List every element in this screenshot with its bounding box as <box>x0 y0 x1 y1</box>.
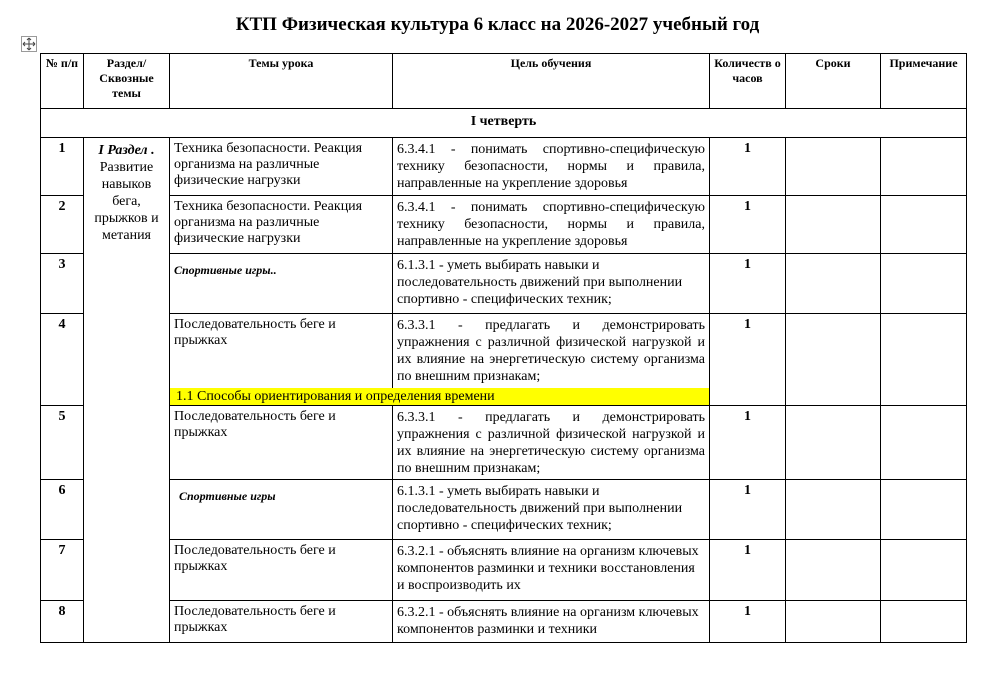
lesson-topic: Последовательность беге и прыжках <box>170 406 393 480</box>
header-note: Примечание <box>881 54 967 109</box>
note-cell[interactable] <box>881 138 967 196</box>
lesson-topic: Последовательность беге и прыжках <box>170 601 393 643</box>
lesson-topic: Последовательность беге и прыжках <box>170 540 393 601</box>
section-text: Развитие навыков бега, прыжков и метания <box>94 160 159 243</box>
section-cell <box>84 138 170 643</box>
learning-goal: 6.3.3.1 - предлагать и демонстрировать упражнения с различной физической нагрузкой и их влияние на энергетическую систему организма по внешним признакам; <box>393 314 710 388</box>
dates-cell[interactable] <box>786 601 881 643</box>
header-topic: Темы урока <box>170 54 393 109</box>
ktp-table <box>40 53 967 643</box>
row-number: 3 <box>41 254 84 314</box>
note-cell[interactable] <box>881 406 967 480</box>
hours-count: 1 <box>710 314 786 406</box>
note-cell[interactable] <box>881 540 967 601</box>
header-dates: Сроки <box>786 54 881 109</box>
learning-goal: 6.3.2.1 - объяснять влияние на организм ключевых компонентов разминки и техники восстановления и воспроизводить их <box>393 540 710 601</box>
move-arrows-icon <box>22 37 36 51</box>
learning-goal: 6.3.2.1 - объяснять влияние на организм ключевых компонентов разминки и техники <box>393 601 710 643</box>
header-num: № п/п <box>41 54 84 109</box>
learning-goal: 6.3.4.1 - понимать спортивно-специфическую технику безопасности, нормы и правила, направленные на укрепление здоровья <box>393 138 710 196</box>
table-row <box>41 196 967 254</box>
row-number: 8 <box>41 601 84 643</box>
row-number: 6 <box>41 480 84 540</box>
row-number: 5 <box>41 406 84 480</box>
document-title: КТП Физическая культура 6 класс на 2026-2027 учебный год <box>235 14 760 35</box>
header-section: Раздел/ Сквозные темы <box>84 54 170 109</box>
dates-cell[interactable] <box>786 314 881 406</box>
note-cell[interactable] <box>881 480 967 540</box>
lesson-topic: Спортивные игры <box>170 480 393 540</box>
quarter-label: I четверть <box>41 109 967 138</box>
table-header-row <box>41 54 967 109</box>
note-cell[interactable] <box>881 314 967 406</box>
row-number: 2 <box>41 196 84 254</box>
lesson-topic: Последовательность беге и прыжках <box>170 314 393 388</box>
dates-cell[interactable] <box>786 254 881 314</box>
table-row <box>41 601 967 643</box>
row-number: 1 <box>41 138 84 196</box>
dates-cell[interactable] <box>786 138 881 196</box>
hours-count: 1 <box>710 540 786 601</box>
dates-cell[interactable] <box>786 540 881 601</box>
hours-count: 1 <box>710 196 786 254</box>
highlighted-subsection: 1.1 Способы ориентирования и определения времени <box>170 388 710 406</box>
header-hours: Количеств о часов <box>710 54 786 109</box>
row-number: 4 <box>41 314 84 406</box>
table-row <box>41 138 967 196</box>
hours-count: 1 <box>710 138 786 196</box>
hours-count: 1 <box>710 480 786 540</box>
table-row <box>41 314 967 388</box>
hours-count: 1 <box>710 601 786 643</box>
section-heading: I Раздел . <box>98 143 155 158</box>
table-row <box>41 480 967 540</box>
table-move-handle[interactable] <box>21 36 37 52</box>
row-number: 7 <box>41 540 84 601</box>
table-row <box>41 406 967 480</box>
dates-cell[interactable] <box>786 196 881 254</box>
learning-goal: 6.3.3.1 - предлагать и демонстрировать упражнения с различной физической нагрузкой и их влияние на энергетическую систему организма по внешним признакам; <box>393 406 710 480</box>
note-cell[interactable] <box>881 254 967 314</box>
lesson-topic: Спортивные игры.. <box>170 254 393 314</box>
header-goal: Цель обучения <box>393 54 710 109</box>
learning-goal: 6.1.3.1 - уметь выбирать навыки и последовательность движений при выполнении спортивно - специфических техник; <box>393 254 710 314</box>
learning-goal: 6.1.3.1 - уметь выбирать навыки и последовательность движений при выполнении спортивно - специфических техник; <box>393 480 710 540</box>
quarter-row <box>41 109 967 138</box>
hours-count: 1 <box>710 254 786 314</box>
hours-count: 1 <box>710 406 786 480</box>
table-row <box>41 540 967 601</box>
lesson-topic: Техника безопасности. Реакция организма на различные физические нагрузки <box>170 196 393 254</box>
dates-cell[interactable] <box>786 480 881 540</box>
note-cell[interactable] <box>881 601 967 643</box>
dates-cell[interactable] <box>786 406 881 480</box>
note-cell[interactable] <box>881 196 967 254</box>
lesson-topic: Техника безопасности. Реакция организма на различные физические нагрузки <box>170 138 393 196</box>
learning-goal: 6.3.4.1 - понимать спортивно-специфическую технику безопасности, нормы и правила, направленные на укрепление здоровья <box>393 196 710 254</box>
table-row <box>41 254 967 314</box>
